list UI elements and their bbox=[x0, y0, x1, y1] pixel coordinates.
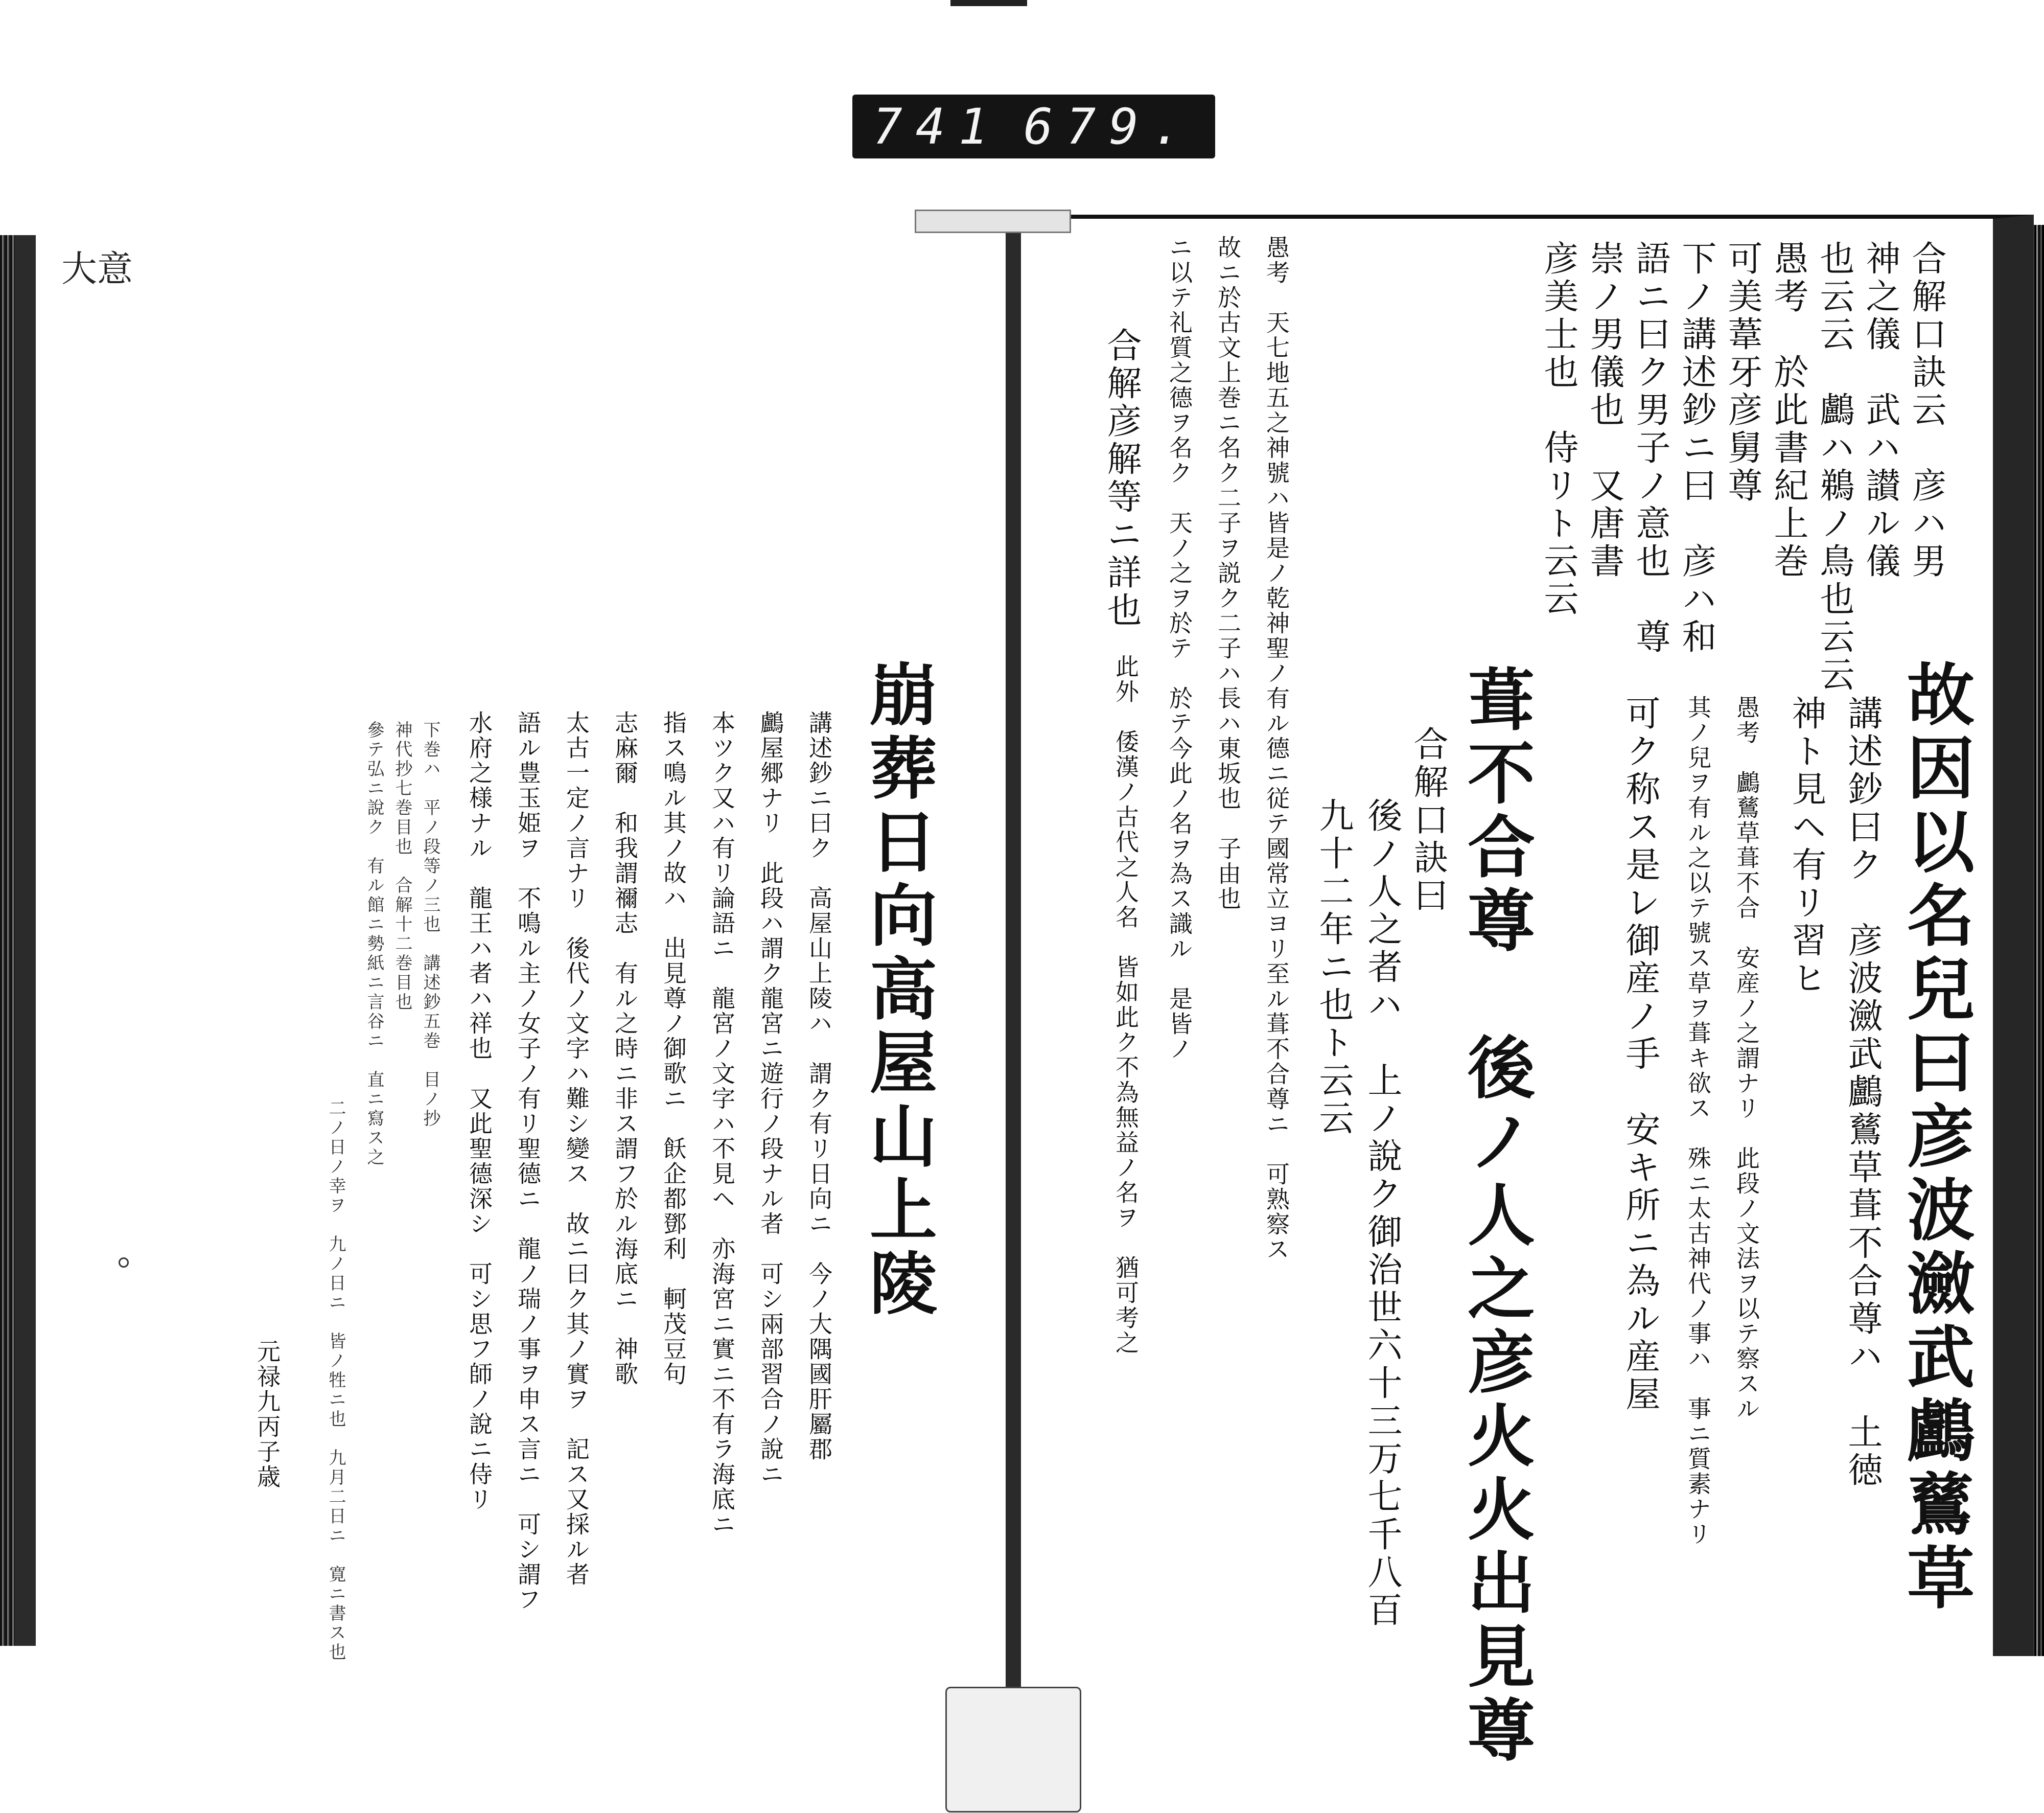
text-column: 神之儀 武ハ讃ル儀 bbox=[1860, 240, 1900, 581]
text-column: 愚考 於此書紀上巻 bbox=[1768, 240, 1808, 581]
text-column: 講述鈔曰ク 彦波瀲武鸕鶿草葺不合尊ハ 土徳 bbox=[1842, 695, 1883, 1489]
text-column: 鸕屋郷ナリ 此段ハ謂ク龍宮ニ遊行ノ段ナル者 可シ兩部習合ノ說ニ bbox=[757, 710, 784, 1487]
text-column: 合解彦解等ニ詳也 bbox=[1101, 327, 1142, 630]
text-column: 彦美士也 侍リト云云 bbox=[1538, 240, 1578, 618]
heading-column: 葺不合尊 後ノ人之彦火火出見尊 bbox=[1456, 664, 1535, 1769]
left-page bbox=[15, 235, 1002, 1646]
text-column: 此外 倭漢ノ古代之人名 皆如此ク不為無益ノ名ヲ 猶可考之 bbox=[1112, 654, 1140, 1356]
text-column: 可ク称ス是レ御産ノ手 安キ所ニ為ル産屋 bbox=[1620, 695, 1660, 1414]
text-column: 語ニ曰ク男子ノ意也 尊 bbox=[1630, 240, 1670, 656]
text-column: 本ツク又ハ有リ論語ニ 龍宮ノ文字ハ不見ヘ 亦海宮ニ實ニ不有ラ海底ニ bbox=[708, 710, 736, 1537]
heading-column: 故因以名兒曰彦波瀲武鸕鶿草 bbox=[1895, 659, 1975, 1616]
text-column: ニ以テ礼質之德ヲ名ク 天ノ之ヲ於テ 於テ今此ノ名ヲ為ス識ル 是皆ノ bbox=[1166, 235, 1193, 1062]
text-column: 水府之様ナル 龍王ハ者ハ祥也 又此聖德深シ 可シ思フ師ノ說ニ侍リ bbox=[466, 710, 493, 1512]
text-column: 愚考 鸕鶿草葺不合 安産ノ之謂ナリ 此段ノ文法ヲ以テ察スル bbox=[1733, 695, 1760, 1421]
text-column: 語ル豊玉姫ヲ 不鳴ル主ノ女子ノ有リ聖德ニ 龍ノ瑞ノ事ヲ申ス言ニ 可シ謂フ bbox=[514, 710, 542, 1612]
text-column: 也云云 鸕ハ鵜ノ鳥也云云 bbox=[1814, 240, 1854, 694]
spine-clip-top bbox=[915, 210, 1071, 233]
text-column: 太古一定ノ言ナリ 後代ノ文字ハ難シ變ス 故ニ曰ク其ノ實ヲ 記ス又採ル者 bbox=[563, 710, 590, 1587]
text-column: 可美葦牙彦舅尊 bbox=[1722, 240, 1762, 505]
text-column: 志麻爾 和我謂禰志 有ル之時ニ非ス謂フ於ル海底ニ 神歌 bbox=[611, 710, 639, 1387]
text-column: 合解口訣曰 bbox=[1408, 726, 1448, 915]
colophon-date: 元禄九丙子歳 bbox=[253, 1339, 281, 1489]
top-edge-mark bbox=[950, 0, 1027, 6]
text-column: 神ト見ヘ有リ習ヒ bbox=[1786, 695, 1826, 998]
text-column: 其ノ兒ヲ有ル之以テ號ス草ヲ葺キ欲ス 殊ニ太古神代ノ事ハ 事ニ質素ナリ bbox=[1684, 695, 1712, 1547]
label-right-number: 679. bbox=[1023, 98, 1195, 155]
colophon-line: 參テ弘ニ說ク 有ル館ニ勢紙ニ言谷ニ 直ニ寫ス之 bbox=[364, 721, 384, 1167]
text-column: 合解口訣云 彦ハ男 bbox=[1906, 240, 1946, 581]
label-left-number: 741 bbox=[873, 98, 1002, 155]
colophon-line: 下巻ハ 平ノ段等ノ三也 講述鈔五巻 目ノ抄 bbox=[420, 721, 440, 1129]
colophon-line: 神代抄七巻目也 合解十二巻目也 bbox=[392, 721, 412, 1012]
text-column: 崇ノ男儀也 又唐書 bbox=[1584, 240, 1624, 581]
book-spine bbox=[1006, 215, 1021, 1769]
spine-clip-bottom bbox=[945, 1687, 1081, 1812]
heading-column: 崩葬日向高屋山上陵 bbox=[858, 659, 937, 1322]
text-column: 後ノ人之者ハ 上ノ說ク御治世六十三万七千八百 bbox=[1362, 797, 1402, 1630]
text-column: 指ス鳴ル其ノ故ハ 出見尊ノ御歌ニ 飫企都鄧利 軻茂豆句 bbox=[660, 710, 687, 1387]
text-column: 講述鈔ニ曰ク 高屋山上陵ハ 謂ク有リ日向ニ 今ノ大隅國肝屬郡 bbox=[805, 710, 833, 1462]
archive-number-label bbox=[852, 95, 1215, 158]
margin-note: 大意 bbox=[61, 248, 133, 290]
text-column: 愚考 天七地五之神號ハ皆是ノ乾神聖ノ有ル德ニ従テ國常立ヨリ至ル葺不合尊ニ 可熟察ス bbox=[1263, 235, 1290, 1262]
text-column: 故ニ於古文上巻ニ名ク二子ヲ説ク二子ハ長ハ東坂也 子由也 bbox=[1214, 235, 1242, 911]
text-column: 下ノ講述鈔ニ曰 彦ハ和 bbox=[1676, 240, 1716, 656]
colophon-line: 二ノ日ノ幸ヲ 九ノ日ニ 皆ノ牲ニ也 九月二日ニ 寛ニ書ス也 bbox=[326, 1099, 346, 1662]
text-column: 九十二年ニ也ト云云 bbox=[1313, 797, 1354, 1138]
page-dot bbox=[119, 1257, 129, 1268]
